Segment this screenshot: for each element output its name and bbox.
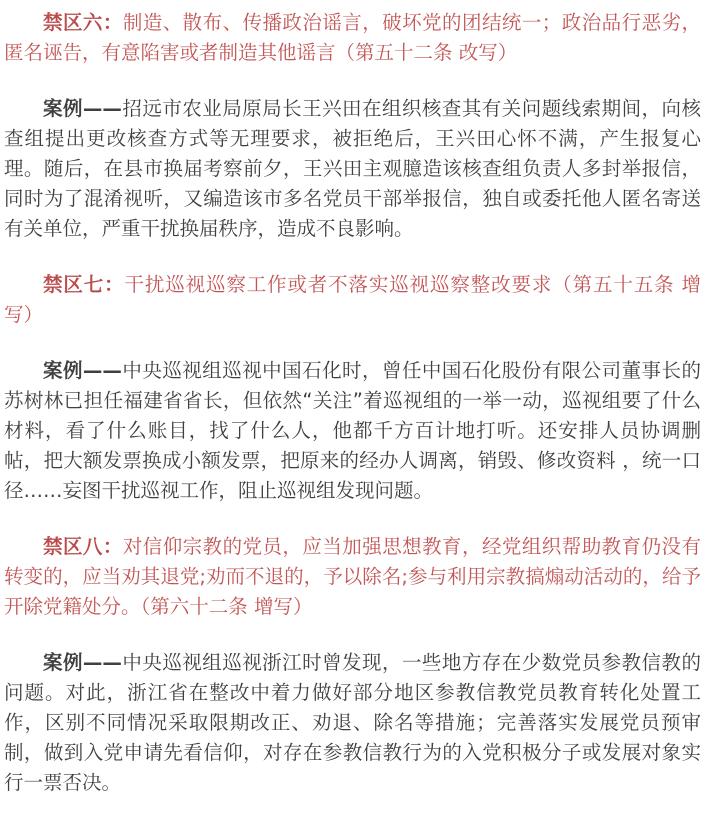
case-paragraph (4, 94, 701, 244)
rule-paragraph (4, 532, 701, 622)
paragraph-prefix: 案例—— (43, 97, 122, 120)
case-paragraph (4, 648, 701, 798)
paragraph-prefix: 案例—— (43, 651, 122, 674)
paragraph-prefix: 禁区七： (43, 273, 125, 296)
rule-paragraph (4, 8, 701, 68)
paragraph-prefix: 禁区六： (43, 11, 123, 34)
paragraph-text: 中央巡视组巡视浙江时曾发现，一些地方存在少数党员参教信教的问题。对此，浙江省在整改中着力做好部分地区参教信教党员教育转化处置工作，区别不同情况采取限期改正、劝退、除名等措施；完善落实发展党员预审制，做到入党申请先看信仰，对存在参教信教行为的入党积极分子或发展对象实行一票否决。 (4, 651, 701, 794)
rule-paragraph (4, 270, 701, 330)
paragraph-text: 招远市农业局原局长王兴田在组织核查其有关问题线索期间，向核查组提出更改核查方式等无理要求，被拒绝后，王兴田心怀不满，产生报复心理。随后，在县市换届考察前夕，王兴田主观臆造该核查组负责人多封举报信，同时为了混淆视听，又编造该市多名党员干部举报信，独自或委托他人匿名寄送有关单位，严重干扰换届秩序，造成不良影响。 (4, 97, 701, 240)
paragraph-text: 对信仰宗教的党员，应当加强思想教育，经党组织帮助教育仍没有转变的，应当劝其退党;劝而不退的，予以除名;参与利用宗教搞煽动活动的，给予开除党籍处分。（第六十二条 增写） (4, 535, 701, 618)
paragraph-text: 制造、散布、传播政治谣言，破坏党的团结统一；政治品行恶劣，匿名诬告，有意陷害或者制造其他谣言（第五十二条 改写） (4, 11, 701, 64)
case-paragraph (4, 356, 701, 506)
paragraph-text: 中央巡视组巡视中国石化时，曾任中国石化股份有限公司董事长的苏树林已担任福建省省长，但依然“关注”着巡视组的一举一动，巡视组要了什么材料，看了什么账目，找了什么人，他都千方百计地打听。还安排人员协调删帖，把大额发票换成小额发票，把原来的经办人调离，销毁、修改资料 ，统一口径……妄图干扰巡视工作，阻止巡视组发现问题。 (4, 359, 701, 502)
paragraph-prefix: 禁区八： (43, 535, 123, 558)
paragraph-text: 干扰巡视巡察工作或者不落实巡视巡察整改要求（第五十五条 增写） (4, 273, 701, 326)
paragraph-prefix: 案例—— (43, 359, 122, 382)
